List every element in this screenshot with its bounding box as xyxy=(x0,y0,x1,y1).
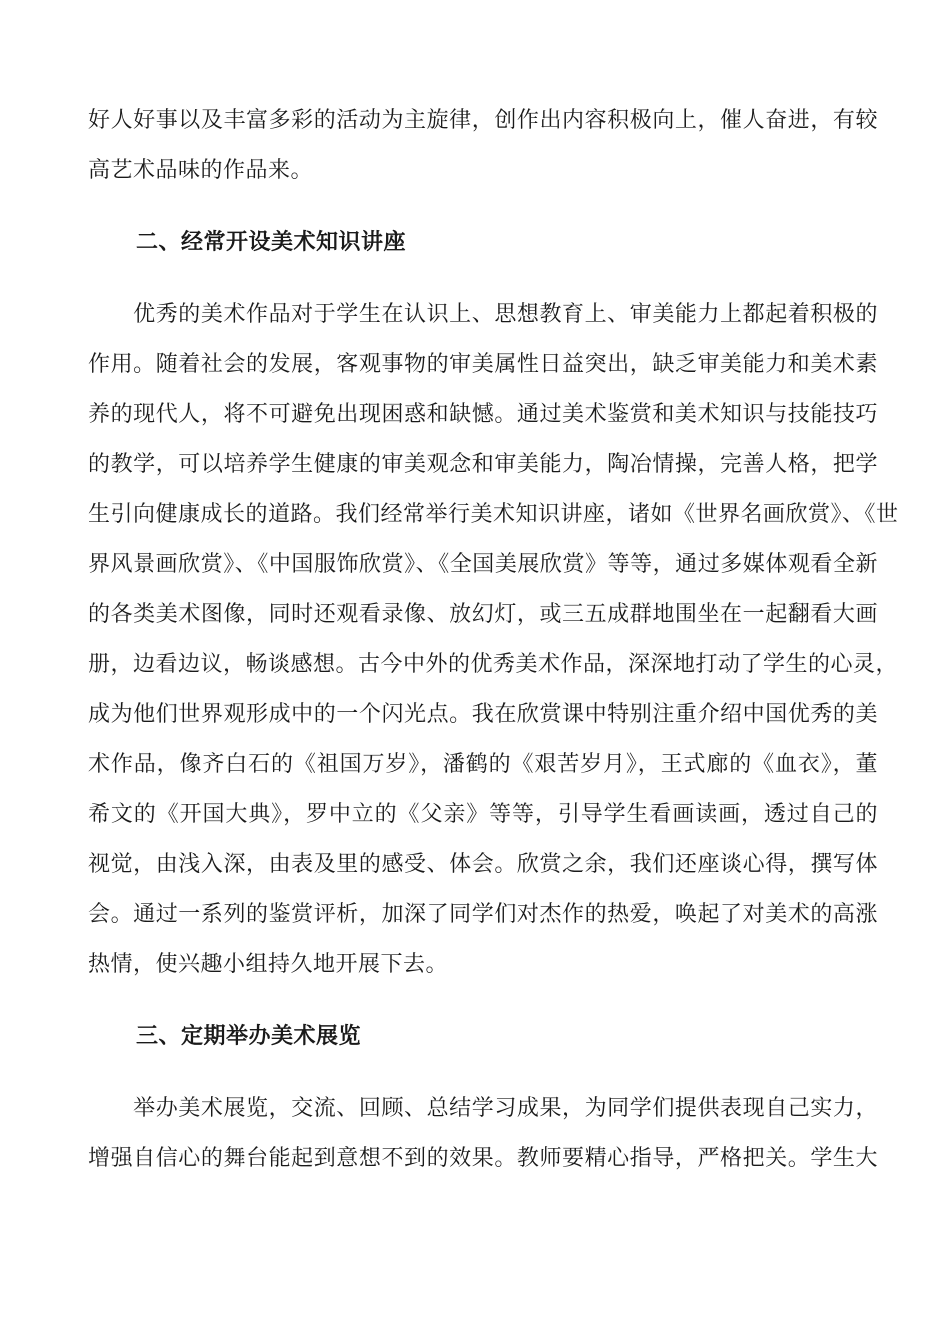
paragraph-line: 希文的《开国大典》，罗中立的《父亲》等等，引导学生看画读画，透过自己的 xyxy=(88,802,878,827)
paragraph-line: 作用。随着社会的发展，客观事物的审美属性日益突出，缺乏审美能力和美术素 xyxy=(88,352,878,377)
paragraph-line: 举办美术展览，交流、回顾、总结学习成果，为同学们提供表现自己实力， xyxy=(88,1096,878,1121)
paragraph-line: 术作品，像齐白石的《祖国万岁》，潘鹤的《艰苦岁月》，王式廊的《血衣》，董 xyxy=(88,752,878,777)
paragraph-line: 成为他们世界观形成中的一个闪光点。我在欣赏课中特别注重介绍中国优秀的美 xyxy=(88,702,878,727)
paragraph-line: 的教学，可以培养学生健康的审美观念和审美能力，陶冶情操，完善人格，把学 xyxy=(88,452,878,477)
section-heading: 三、定期举办美术展览 xyxy=(136,1024,362,1049)
paragraph-line: 视觉，由浅入深，由表及里的感受、体会。欣赏之余，我们还座谈心得，撰写体 xyxy=(88,852,878,877)
paragraph-line: 界风景画欣赏》、《中国服饰欣赏》、《全国美展欣赏》等等，通过多媒体观看全新 xyxy=(88,552,878,577)
paragraph-line: 养的现代人，将不可避免出现困惑和缺憾。通过美术鉴赏和美术知识与技能技巧 xyxy=(88,402,878,427)
paragraph-line: 好人好事以及丰富多彩的活动为主旋律，创作出内容积极向上，催人奋进，有较 xyxy=(88,108,878,133)
paragraph-line: 优秀的美术作品对于学生在认识上、思想教育上、审美能力上都起着积极的 xyxy=(88,302,878,327)
paragraph-line: 高艺术品味的作品来。 xyxy=(88,158,314,183)
paragraph-line: 册，边看边议，畅谈感想。古今中外的优秀美术作品，深深地打动了学生的心灵， xyxy=(88,652,899,677)
paragraph-line: 增强自信心的舞台能起到意想不到的效果。教师要精心指导，严格把关。学生大 xyxy=(88,1146,878,1171)
paragraph-line: 热情，使兴趣小组持久地开展下去。 xyxy=(88,952,449,977)
paragraph-line: 会。通过一系列的鉴赏评析，加深了同学们对杰作的热爱，唤起了对美术的高涨 xyxy=(88,902,878,927)
paragraph-line: 生引向健康成长的道路。我们经常举行美术知识讲座，诸如《世界名画欣赏》、《世 xyxy=(88,502,899,527)
paragraph-line: 的各类美术图像，同时还观看录像、放幻灯，或三五成群地围坐在一起翻看大画 xyxy=(88,602,878,627)
section-heading: 二、经常开设美术知识讲座 xyxy=(136,230,407,255)
